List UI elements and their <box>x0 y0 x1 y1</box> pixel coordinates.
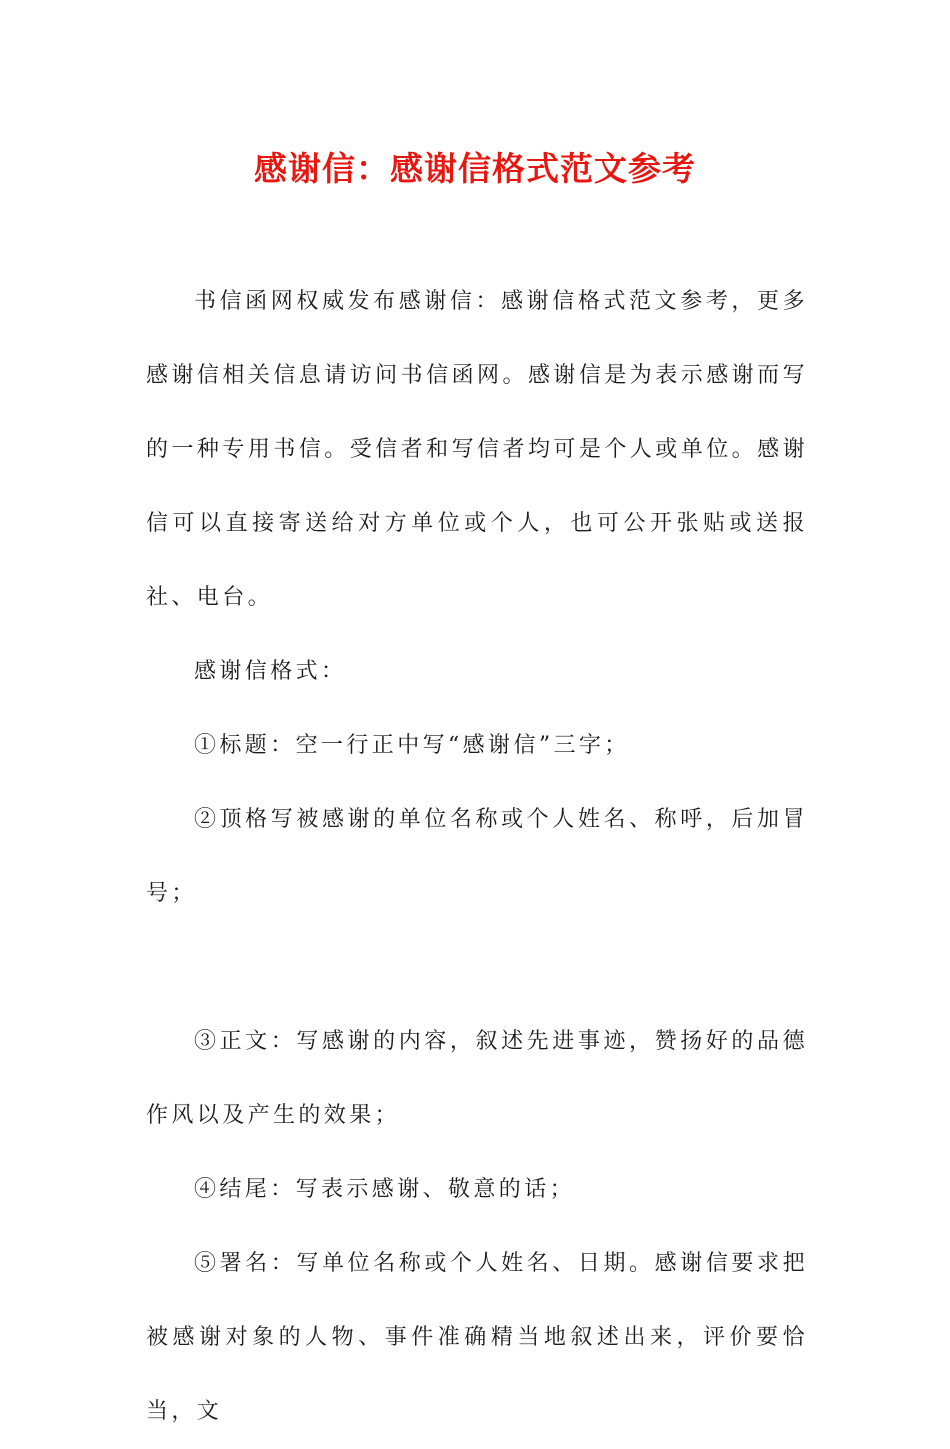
format-item-signature: ⑤署名：写单位名称或个人姓名、日期。感谢信要求把被感谢对象的人物、事件准确精当地叙述出来，评价要恰当，文 <box>146 1251 808 1424</box>
blank-line <box>146 931 808 1005</box>
format-item-salutation: ②顶格写被感谢的单位名称或个人姓名、称呼，后加冒号； <box>146 807 808 906</box>
format-item-title: ①标题：空一行正中写“感谢信”三字； <box>194 733 630 758</box>
document-title: 感谢信：感谢信格式范文参考 <box>254 149 696 188</box>
format-item-body: ③正文：写感谢的内容，叙述先进事迹，赞扬好的品德作风以及产生的效果； <box>146 1029 808 1128</box>
format-item-closing: ④结尾：写表示感谢、敬意的话； <box>194 1177 576 1202</box>
intro-paragraph: 书信函网权威发布感谢信：感谢信格式范文参考，更多感谢信相关信息请访问书信函网。感谢信是为表示感谢而写的一种专用书信。受信者和写信者均可是个人或单位。感谢信可以直接寄送给对方单位或个人，也可公开张贴或送报社、电台。 <box>146 289 808 610</box>
format-heading: 感谢信格式： <box>194 659 347 684</box>
document-body <box>146 265 808 1449</box>
